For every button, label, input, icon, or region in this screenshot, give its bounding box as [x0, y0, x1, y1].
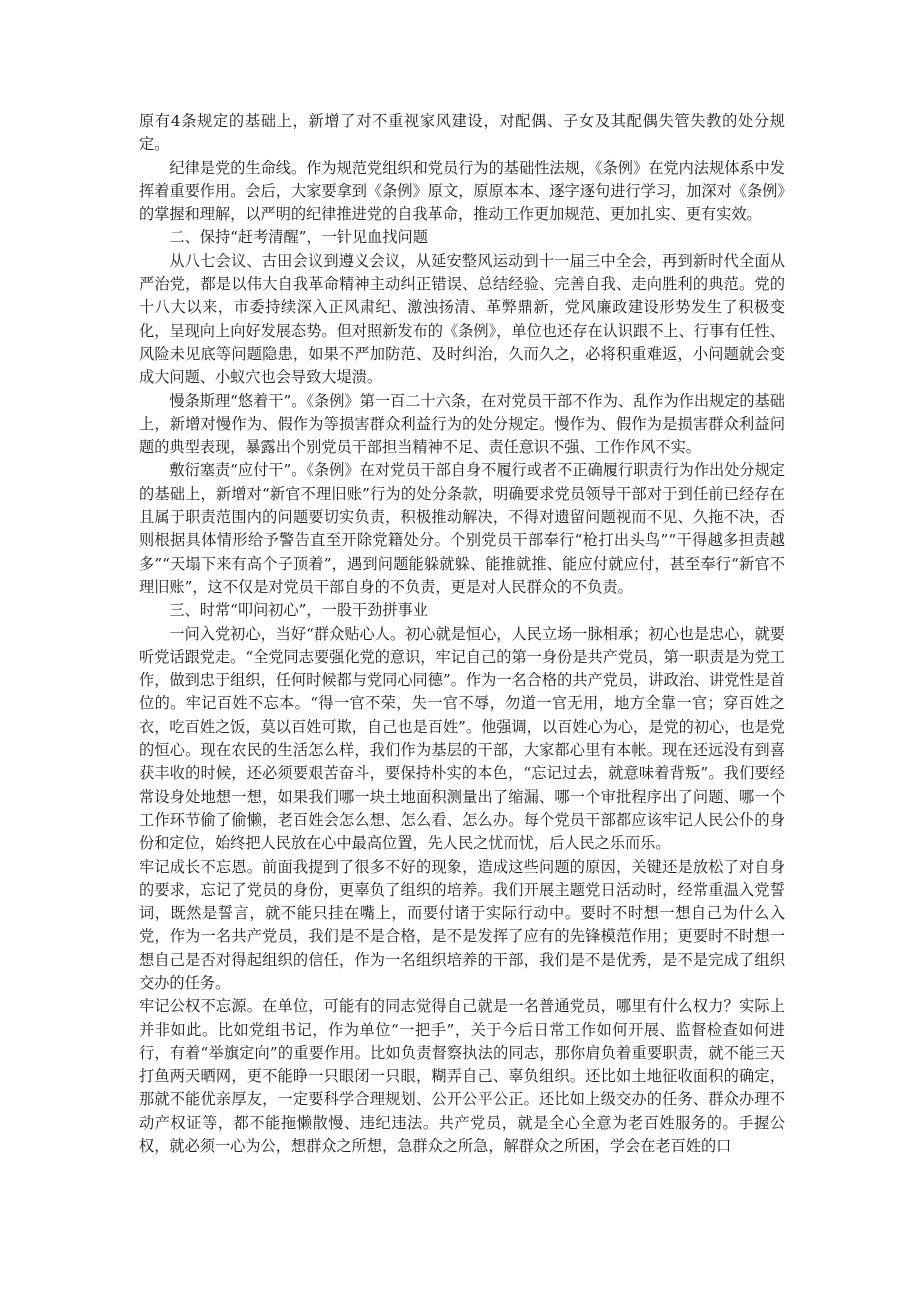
paragraph: 从八七会议、古田会议到遵义会议，从延安整风运动到十一届三中全会，再到新时代全面从严治党，都是以伟大自我革命精神主动纠正错误、总结经验、完善自我、走向胜利的典范。党的十八大以来，市委持续深入正风肃纪、激浊扬清、革弊鼎新，党风廉政建设形势发生了积极变化，呈现向上向好发展态势。但对照新发布的《条例》，单位也还存在认识跟不上、行事有任性、风险未见底等问题隐患，如果不严加防范、及时纠治，久而久之，必将积重难返，小问题就会变成大问题、小蚁穴也会导致大堤溃。 [139, 251, 785, 387]
paragraph: 一问入党初心，当好“群众贴心人。初心就是恒心，人民立场一脉相承；初心也是忠心，就要听党话跟党走。“全党同志要强化党的意识，牢记自己的第一身份是共产党员，第一职责是为党工作，做到忠于组织，任何时候都与党同心同德”。作为一名合格的共产党员，讲政治、讲党性是首位的。牢记百姓不忘本。“得一官不荣，失一官不辱，勿道一官无用，地方全靠一官；穿百姓之衣，吃百姓之饭，莫以百姓可欺，自己也是百姓”。他强调，以百姓心为心，是党的初心，也是党的恒心。现在农民的生活怎么样，我们作为基层的干部，大家都心里有本帐。现在还远没有到喜获丰收的时候，还必须要艰苦奋斗，要保持朴实的本色，“忘记过去，就意味着背叛”。我们要经常设身处地想一想，如果我们哪一块土地面积测量出了缩漏、哪一个审批程序出了问题、哪一个工作环节偷了偷懒，老百姓会怎么想、怎么看、怎么办。每个党员干部都应该牢记人民公仆的身份和定位，始终把人民放在心中最高位置，先人民之忧而忧，后人民之乐而乐。 [139, 624, 785, 853]
document-body [139, 110, 785, 1158]
section-heading: 二、保持“赶考清醒”，一针见血找问题 [169, 228, 428, 247]
paragraph: 牢记公权不忘源。在单位，可能有的同志觉得自己就是一名普通党员，哪里有什么权力？实际上并非如此。比如党组书记，作为单位“一把手”，关于今后日常工作如何开展、监督检查如何进行，有着“举旗定向”的重要作用。比如负责督察执法的同志，那你肩负着重要职责，就不能三天打鱼两天晒网，更不能睁一只眼闭一只眼，糊弄自己、辜负组织。还比如土地征收面积的确定，那就不能优亲厚友，一定要科学合理规划、公开公平公正。还比如上级交办的任务、群众办理不动产权证等，都不能拖懒散慢、违纪违法。共产党员，就是全心全意为老百姓服务的。手握公权，就必须一心为公，想群众之所想，急群众之所急，解群众之所困，学会在老百姓的口 [139, 997, 785, 1156]
paragraph: 原有4条规定的基础上，新增了对不重视家风建设，对配偶、子女及其配偶失管失教的处分规定。 [139, 112, 785, 154]
paragraph: 纪律是党的生命线。作为规范党组织和党员行为的基础性法规，《条例》在党内法规体系中发挥着重要作用。会后，大家要拿到《条例》原文，原原本本、逐字逐句进行学习，加深对《条例》的掌握和理解，以严明的纪律推进党的自我革命，推动工作更加规范、更加扎实、更有实效。 [139, 158, 785, 224]
paragraph: 慢条斯理“悠着干”。《条例》第一百二十六条，在对党员干部不作为、乱作为作出规定的基础上，新增对慢作为、假作为等损害群众利益行为的处分规定。慢作为、假作为是损害群众利益问题的典型表现，暴露出个别党员干部担当精神不足、责任意识不强、工作作风不实。 [139, 391, 785, 457]
section-heading: 三、时常“叩问初心”，一股干劲拼事业 [169, 601, 428, 620]
paragraph: 敷衍塞责“应付干”。《条例》在对党员干部自身不履行或者不正确履行职责行为作出处分规定的基础上，新增对“新官不理旧账”行为的处分条款，明确要求党员领导干部对于到任前已经存在且属于职责范围内的问题要切实负责，积极推动解决，不得对遗留问题视而不见、久拖不决，否则根据具体情形给予警告直至开除党籍处分。个别党员干部奉行“枪打出头鸟”“干得越多担责越多”“天塌下来有高个子顶着”，遇到问题能躲就躲、能推就推、能应付就应付，甚至奉行“新官不理旧账”，这不仅是对党员干部自身的不负责，更是对人民群众的不负责。 [139, 461, 785, 596]
paragraph: 牢记成长不忘恩。前面我提到了很多不好的现象，造成这些问题的原因，关键还是放松了对自身的要求，忘记了党员的身份，更辜负了组织的培养。我们开展主题党日活动时，经常重温入党誓词，既然是誓言，就不能只挂在嘴上，而要付诸于实际行动中。要时不时想一想自己为什么入党，作为一名共产党员，我们是不是合格，是不是发挥了应有的先锋模范作用；更要时不时想一想自己是否对得起组织的信任，作为一名组织培养的干部，我们是不是优秀，是不是完成了组织交办的任务。 [139, 857, 785, 992]
